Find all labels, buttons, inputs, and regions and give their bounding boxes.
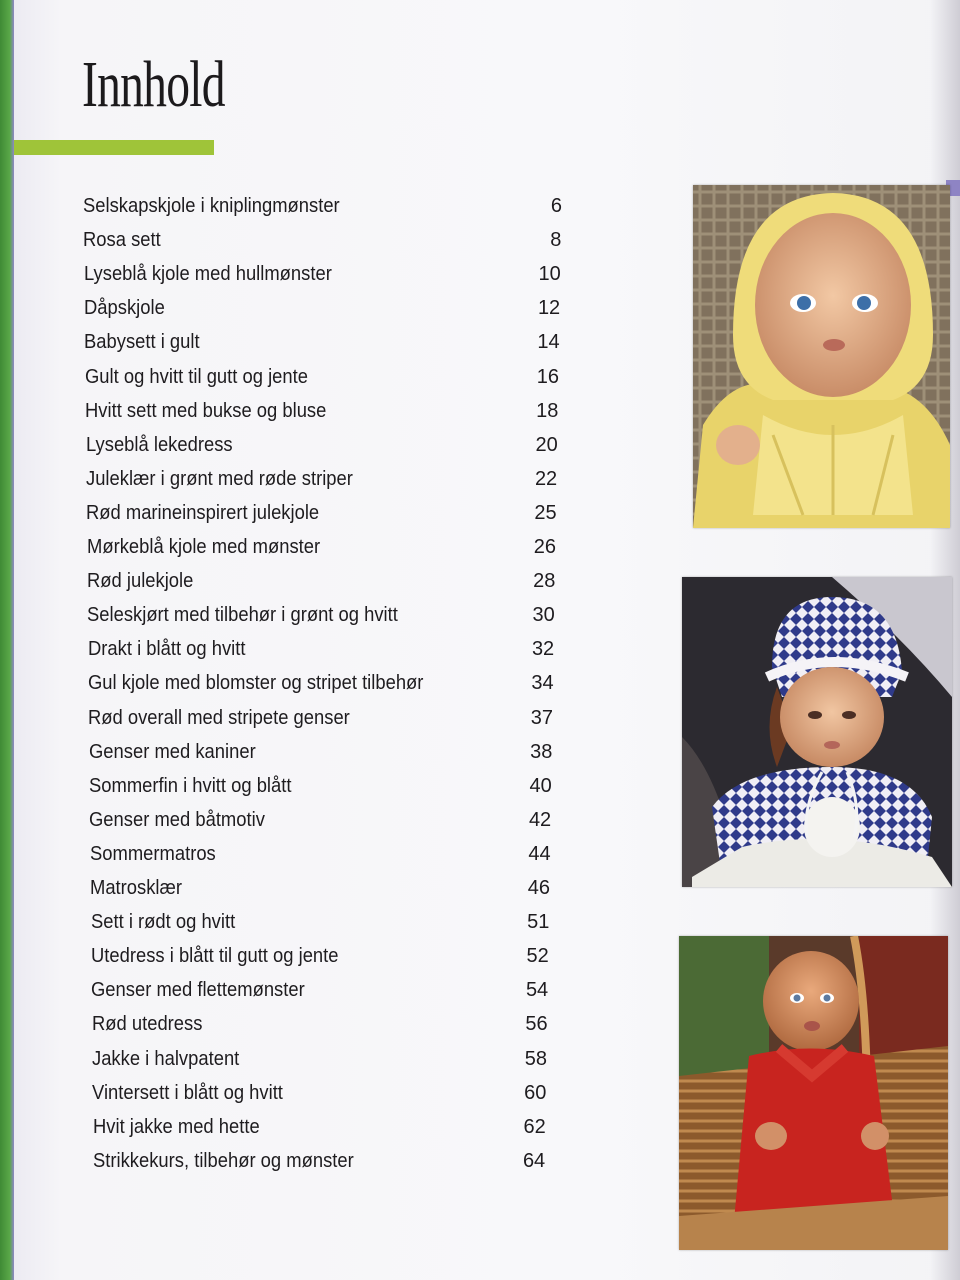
- toc-entry-title: Sett i rødt og hvitt: [90, 911, 235, 934]
- toc-entry-title: Utedress i blått til gutt og jente: [90, 945, 339, 968]
- toc-row: [0, 1081, 600, 1115]
- toc-entry-page-number: 44: [528, 842, 551, 865]
- toc-row: [0, 228, 600, 262]
- page-title: Innhold: [82, 48, 225, 121]
- doll-red-coat-photo: [679, 936, 948, 1250]
- toc-row: [0, 569, 600, 603]
- toc-entry-title: Mørkeblå kjole med mønster: [86, 536, 320, 558]
- toc-entry-title: Rød julekjole: [86, 570, 194, 593]
- toc-entry-page-number: 62: [523, 1115, 546, 1138]
- toc-row: [0, 399, 600, 433]
- toc-entry-page-number: 37: [530, 706, 553, 729]
- doll-blue-white-sweater-photo: [682, 577, 952, 887]
- toc-entry-title: Hvitt sett med bukse og bluse: [85, 399, 327, 422]
- toc-row: [0, 1115, 600, 1149]
- toc-entry-title: Babysett i gult: [84, 331, 201, 354]
- toc-entry-page-number: 8: [550, 229, 562, 252]
- toc-entry-page-number: 10: [538, 263, 561, 286]
- toc-row: [0, 876, 600, 910]
- toc-entry-page-number: 14: [537, 331, 560, 354]
- toc-entry-title: Rosa sett: [83, 229, 162, 252]
- toc-entry-title: Seleskjørt med tilbehør i grønt og hvitt: [87, 604, 399, 627]
- toc-entry-page-number: 28: [533, 570, 556, 593]
- toc-entry-page-number: 6: [550, 195, 562, 217]
- toc-entry-title: Genser med båtmotiv: [89, 808, 266, 831]
- toc-entry-page-number: 64: [522, 1149, 546, 1172]
- toc-entry-page-number: 51: [527, 911, 550, 934]
- toc-row: [0, 808, 600, 842]
- toc-row: [0, 1149, 600, 1183]
- toc-entry-title: Hvit jakke med hette: [92, 1115, 260, 1138]
- toc-row: [0, 262, 600, 296]
- toc-entry-page-number: 30: [532, 604, 555, 627]
- doll-yellow-bonnet-photo: [693, 185, 950, 528]
- toc-entry-title: Dåpskjole: [84, 297, 165, 320]
- toc-entry-title: Juleklær i grønt med røde striper: [85, 467, 353, 490]
- toc-entry-page-number: 38: [530, 740, 553, 763]
- toc-entry-page-number: 22: [534, 467, 558, 490]
- toc-entry-title: Gult og hvitt til gutt og jente: [84, 365, 308, 388]
- toc-entry-page-number: 46: [527, 877, 550, 899]
- toc-entry-title: Genser med kaniner: [88, 740, 256, 763]
- toc-entry-page-number: 26: [533, 536, 556, 558]
- toc-row: [0, 330, 600, 364]
- toc-entry-title: Sommerfin i hvitt og blått: [89, 774, 292, 797]
- toc-row: [0, 1012, 600, 1046]
- toc-entry-title: Drakt i blått og hvitt: [87, 638, 246, 661]
- toc-entry-page-number: 18: [536, 399, 559, 422]
- toc-entry-page-number: 25: [534, 501, 557, 524]
- toc-row: [0, 1047, 600, 1081]
- toc-entry-page-number: 34: [531, 672, 554, 695]
- toc-entry-title: Selskapskjole i kniplingmønster: [83, 195, 340, 217]
- toc-entry-page-number: 58: [524, 1047, 547, 1070]
- toc-entry-title: Gul kjole med blomster og stripet tilbehør: [88, 672, 424, 695]
- toc-entry-page-number: 20: [535, 433, 558, 456]
- toc-entry-page-number: 52: [526, 945, 549, 968]
- toc-row: [0, 842, 600, 876]
- toc-row: [0, 774, 600, 808]
- toc-entry-page-number: 40: [529, 774, 552, 797]
- toc-entry-title: Jakke i halvpatent: [92, 1047, 240, 1070]
- toc-row: [0, 671, 600, 705]
- toc-row: [0, 637, 600, 671]
- toc-entry-title: Sommermatros: [89, 842, 216, 865]
- toc-row: [0, 944, 600, 978]
- toc-entry-page-number: 16: [536, 365, 559, 388]
- toc-entry-page-number: 32: [531, 638, 555, 661]
- toc-entry-title: Rød overall med stripete genser: [88, 706, 351, 729]
- toc-row: [0, 910, 600, 944]
- toc-row: [0, 433, 600, 467]
- toc-entry-title: Lyseblå lekedress: [85, 433, 233, 456]
- toc-entry-title: Matrosklær: [90, 877, 183, 899]
- toc-entry-page-number: 54: [525, 979, 549, 1002]
- toc-entry-title: Vintersett i blått og hvitt: [92, 1081, 284, 1104]
- toc-row: [0, 603, 600, 637]
- toc-row: [0, 296, 600, 330]
- toc-entry-page-number: 12: [537, 297, 561, 320]
- toc-row: [0, 706, 600, 740]
- toc-entry-page-number: 42: [528, 808, 552, 831]
- toc-row: [0, 535, 600, 569]
- toc-row: [0, 501, 600, 535]
- toc-row: [0, 978, 600, 1012]
- toc-entry-title: Strikkekurs, tilbehør og mønster: [93, 1149, 354, 1172]
- toc-row: [0, 365, 600, 399]
- toc-entry-title: Rød marineinspirert julekjole: [86, 501, 320, 524]
- toc-row: [0, 467, 600, 501]
- toc-entry-title: Rød utedress: [91, 1013, 203, 1036]
- toc-entry-page-number: 60: [524, 1081, 547, 1104]
- toc-entry-title: Genser med flettemønster: [91, 979, 305, 1002]
- toc-row: [0, 194, 600, 228]
- toc-row: [0, 740, 600, 774]
- toc-entry-page-number: 56: [525, 1013, 548, 1036]
- toc-entry-title: Lyseblå kjole med hullmønster: [83, 263, 332, 286]
